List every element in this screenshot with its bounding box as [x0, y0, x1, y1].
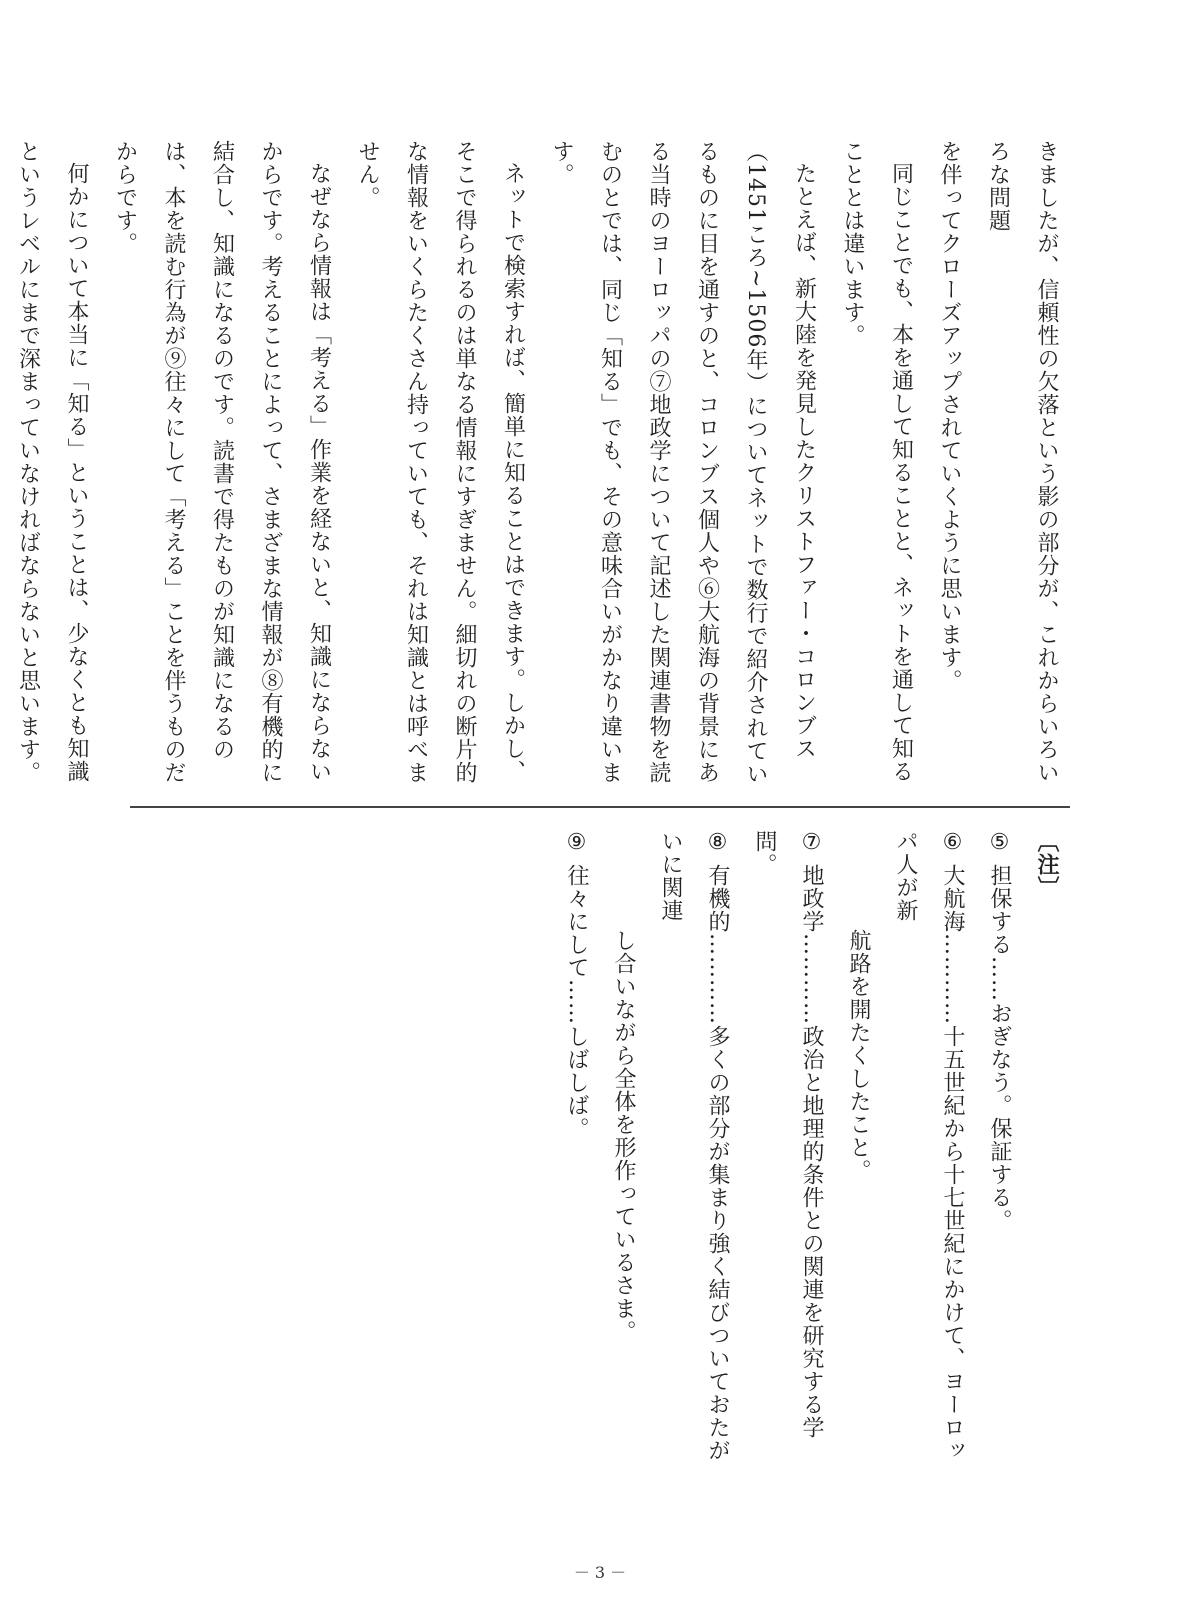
section-divider — [130, 806, 1070, 808]
main-passage — [0, 140, 1070, 790]
note-item: ⑥ 大航海…………十五世紀から十七世紀にかけて、ヨーロッパ人が新 — [893, 830, 965, 1462]
notes-section — [553, 830, 1070, 1480]
passage-paragraph: なぜなら情報は「考える」作業を経ないと、知識にならないからです。考えることによって、さまざまな情報が⑧有機的に結合し、知識になるのです。読書で得たものが知識になるのは、本を読む行為が⑨往々にして「考える」ことを伴うものだからです。 — [112, 140, 332, 784]
note-item: ⑤ 担保する……おぎなう。保証する。 — [987, 830, 1012, 1232]
passage-line: を伴ってクローズアップされていくように思います。 — [937, 140, 962, 692]
passage-paragraph: たとえば、新大陸を発見したクリストファー・コロンブス（1451ころ~1506年）についてネットで数行で紹介されているものに目を通すのと、コロンブス個人や⑥大航海の背景にある当時のヨーロッパの⑦地政学について記述した関連書物を読むのとでは、同じ「知る」でも、その意味合いがかなり違います。 — [549, 140, 817, 786]
note-item: ⑦ 地政学…………政治と地理的条件との関連を研究する学問。 — [752, 830, 824, 1439]
note-item: ⑨ 往々にして……しばしば。 — [564, 830, 589, 1140]
passage-line: きましたが、信頼性の欠落という影の部分が、これからいろいろな問題 — [985, 140, 1059, 784]
note-item-continuation: 航路を開たくしたこと。 — [846, 929, 871, 1182]
passage-paragraph: 同じことでも、本を通して知ることと、ネットを通して知ることとは違います。 — [840, 140, 914, 783]
page-number: － 3 － — [573, 1563, 627, 1582]
notes-heading: 〔注〕 — [1034, 830, 1060, 899]
note-item-continuation: し合いながら全体を形作っているさま。 — [611, 929, 636, 1343]
note-item: ⑧ 有機的…………多くの部分が集まり強く結びついておたがいに関連 — [658, 830, 730, 1462]
passage-paragraph: ネットで検索すれば、簡単に知ることはできます。しかし、そこで得られるのは単なる情報にすぎません。細切れの断片的な情報をいくらたくさん持っていても、それは知識とは呼べません。 — [355, 140, 526, 784]
passage-paragraph: 何かについて本当に「知る」ということは、少なくとも知識というレベルにまで深まっていなければならないと思います。 — [15, 140, 89, 784]
